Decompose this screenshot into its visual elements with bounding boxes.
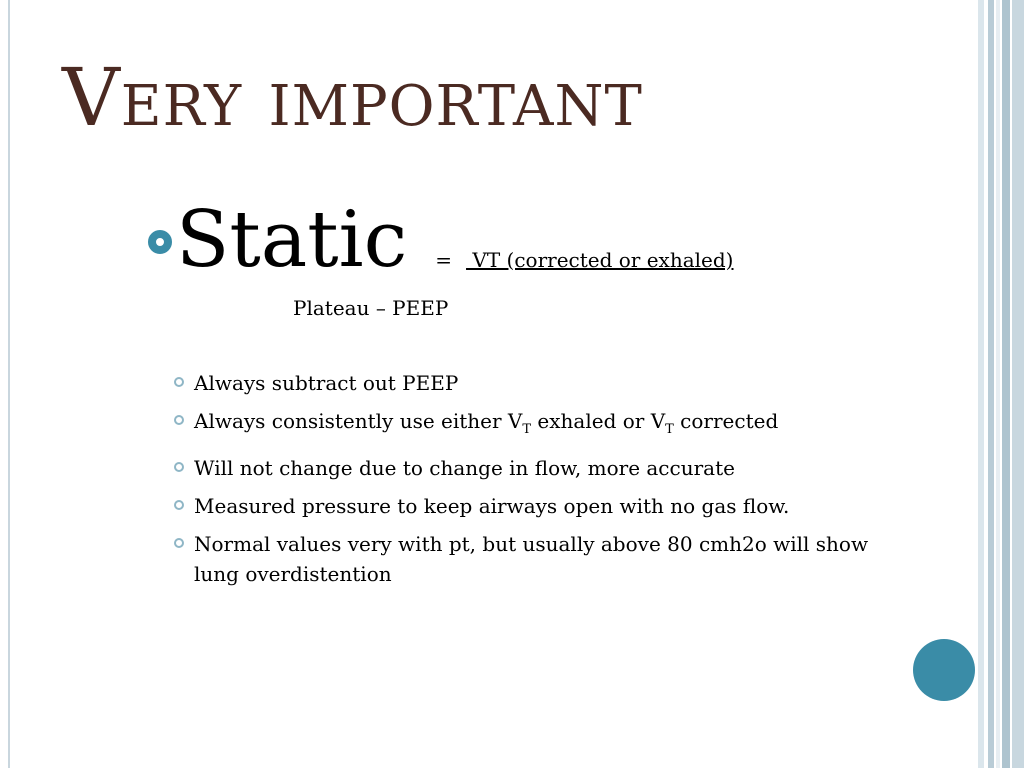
- equals-sign: =: [435, 248, 453, 272]
- subscript: T: [522, 422, 532, 437]
- sub-bullet-text-part: Always consistently use either V: [194, 409, 523, 433]
- sub-bullet-text: Always subtract out PEEP: [194, 371, 459, 395]
- sub-bullet-icon: [174, 462, 184, 472]
- sub-bullet-icon: [174, 415, 184, 425]
- slide-title: Very important: [62, 51, 643, 144]
- sub-bullet-icon: [174, 500, 184, 510]
- sub-bullet-text: [194, 406, 778, 445]
- list-item: [174, 453, 894, 483]
- list-item: [174, 368, 894, 398]
- sub-bullet-icon: [174, 538, 184, 548]
- sub-bullet-text-part: corrected: [673, 409, 779, 433]
- right-border-stripe: [1012, 0, 1024, 768]
- list-item: [174, 491, 894, 521]
- formula-denominator: Plateau – PEEP: [293, 296, 449, 320]
- list-item: [174, 406, 894, 445]
- main-bullet-term: Static: [176, 195, 408, 285]
- right-border-stripe: [978, 0, 984, 768]
- main-bullet: [148, 195, 734, 285]
- sub-bullet-text-part: exhaled or V: [531, 409, 666, 433]
- sub-bullet-icon: [174, 377, 184, 387]
- sub-bullet-list: [174, 368, 894, 597]
- list-item: [174, 529, 894, 589]
- sub-bullet-text: Normal values very with pt, but usually above 80 cmh2o will show lung overdistention: [194, 532, 869, 586]
- right-border-stripe: [988, 0, 994, 768]
- ring-bullet-icon: [148, 230, 172, 254]
- left-border-line: [8, 0, 10, 768]
- right-border-stripe: [1002, 0, 1010, 768]
- sub-bullet-text: Measured pressure to keep airways open with no gas flow.: [194, 494, 790, 518]
- right-border-stripe: [996, 0, 1000, 768]
- decorative-circle: [913, 639, 975, 701]
- subscript: T: [665, 422, 674, 437]
- formula-numerator: VT (corrected or exhaled): [466, 248, 734, 272]
- sub-bullet-text: Will not change due to change in flow, more accurate: [194, 456, 735, 480]
